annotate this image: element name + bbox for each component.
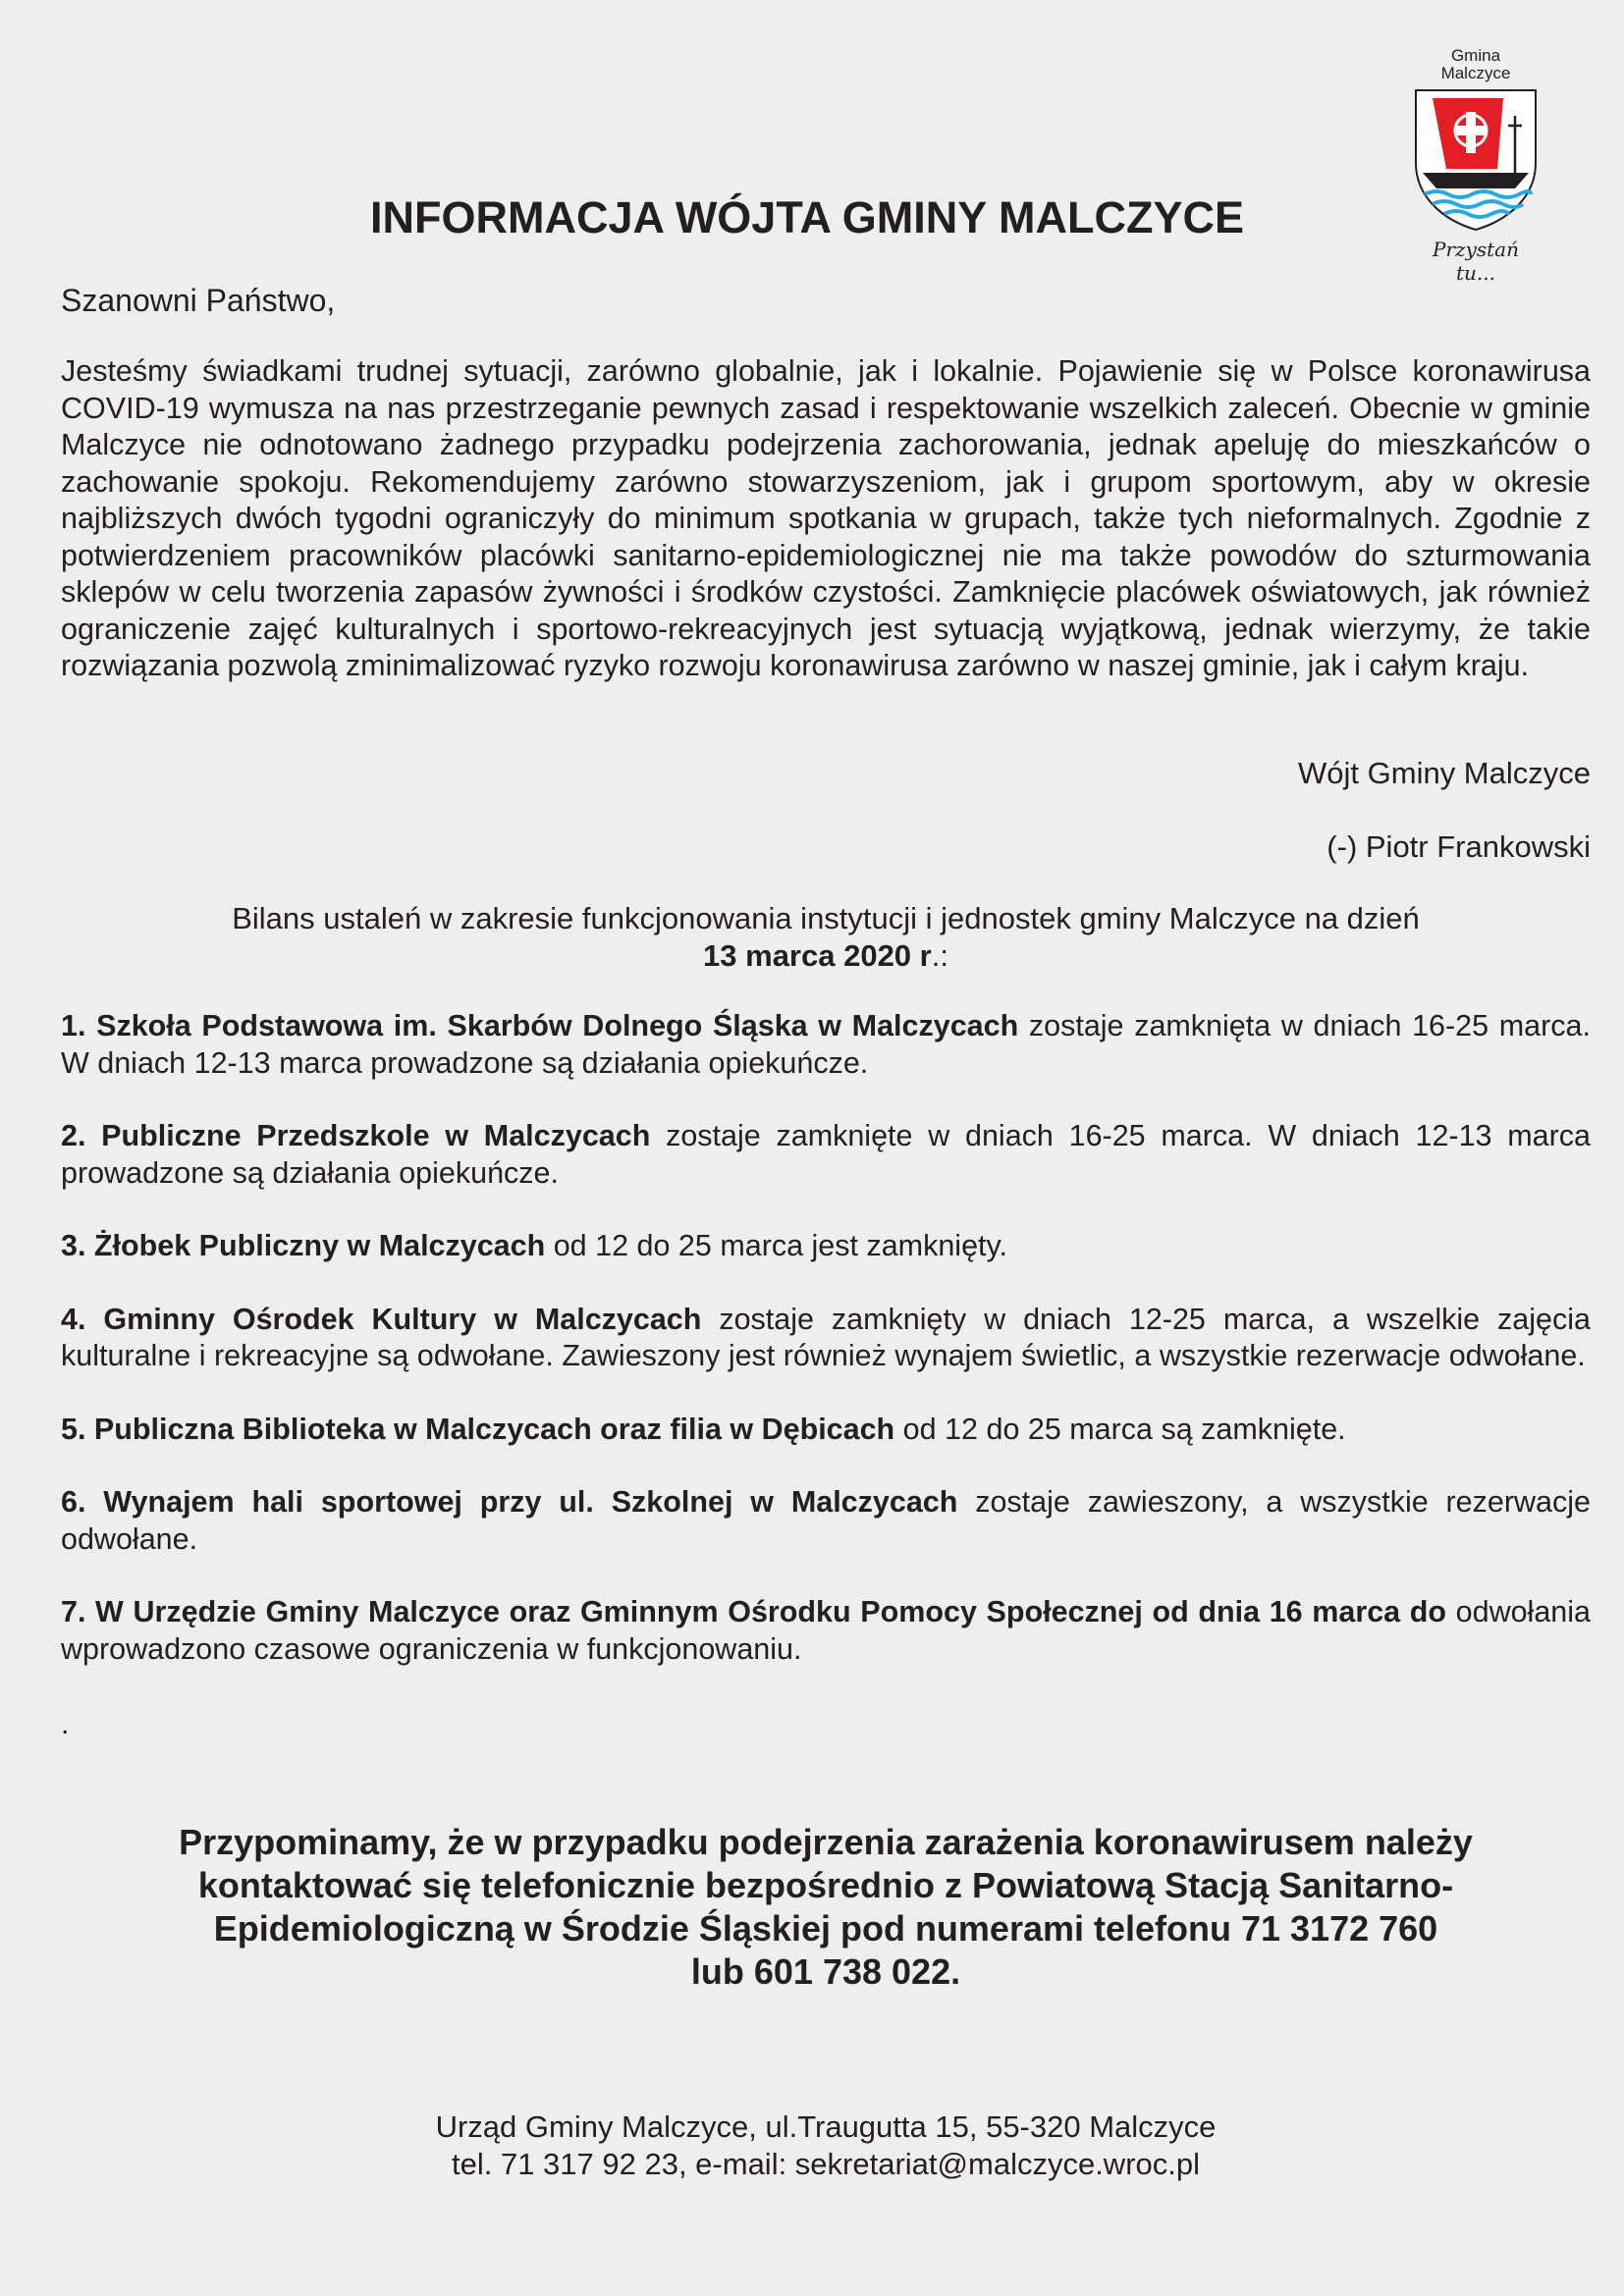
list-item xyxy=(61,1008,1591,1082)
greeting: Szanowni Państwo, xyxy=(61,283,336,318)
stray-dot: . xyxy=(61,1708,70,1740)
balance-date-suffix: .: xyxy=(931,938,948,973)
item-text: zostaje zamknięte w dniach 16-25 marca. W dniach 12-13 marca prowadzone są działania opiekuńcze. xyxy=(61,1119,1591,1190)
balance-heading xyxy=(61,900,1591,975)
signature-name: (-) Piotr Frankowski xyxy=(1326,829,1591,864)
reminder-notice xyxy=(61,1821,1591,1994)
list-item xyxy=(61,1118,1591,1192)
logo-motto: Przystań tu... xyxy=(1433,238,1519,285)
reminder-line-1: Przypominamy, że w przypadku podejrzenia zarażenia koronawirusem należy xyxy=(179,1822,1473,1862)
logo-line-2: Malczyce xyxy=(1440,64,1511,82)
item-title: 3. Żłobek Publiczny w Malczycach xyxy=(61,1229,546,1262)
list-item xyxy=(61,1594,1591,1668)
body-paragraph: Jesteśmy świadkami trudnej sytuacji, zarówno globalnie, jak i lokalnie. Pojawienie się w Polsce koronawirusa COVID-19 wymusza na nas przestrzeganie pewnych zasad i respektowanie wszelkich zaleceń. Obecnie w gminie Malczyce nie odnotowano żadnego przypadku podejrzenia zachorowania, jednak apeluję do mieszkańców o zachowanie spokoju. Rekomendujemy zarówno stowarzyszeniom, jak i grupom sportowym, aby w okresie najbliższych dwóch tygodni ograniczyły do minimum spotkania w grupach, także tych nieformalnych. Zgodnie z potwierdzeniem pracowników placówki sanitarno-epidemiologicznej nie ma także powodów do szturmowania sklepów w celu tworzenia zapasów żywności i środków czystości. Zamknięcie placówek oświatowych, jak również ograniczenie zajęć kulturalnych i sportowo-rekreacyjnych jest sytuacją wyjątkową, jednak wierzymy, że takie rozwiązania pozwolą zminimalizować ryzyko rozwoju koronawirusa zarówno w naszej gminie, jak i całym kraju. xyxy=(61,354,1591,682)
item-text: zostaje zamknięty w dniach 12-25 marca, a wszelkie zajęcia kulturalne i rekreacyjne są odwołane. Zawieszony jest również wynajem świetlic, a wszystkie rezerwacje odwołane. xyxy=(61,1302,1591,1372)
footer-contact xyxy=(61,2109,1591,2183)
reminder-line-2: kontaktować się telefonicznie bezpośrednio z Powiatową Stacją Sanitarno- xyxy=(197,1865,1454,1905)
list-item xyxy=(61,1412,1591,1449)
reminder-line-4: lub 601 738 022. xyxy=(690,1951,961,1992)
list-item xyxy=(61,1302,1591,1375)
balance-intro: Bilans ustaleń w zakresie funkcjonowania instytucji i jednostek gminy Malczyce na dzień xyxy=(232,901,1420,935)
list-item xyxy=(61,1484,1591,1558)
balance-date-line xyxy=(61,937,1591,975)
item-title: 2. Publiczne Przedszkole w Malczycach xyxy=(61,1119,651,1152)
logo-line-1: Gmina xyxy=(1450,46,1501,65)
item-title: 5. Publiczna Biblioteka w Malczycach oraz filia w Dębicach xyxy=(61,1412,895,1446)
item-title: 6. Wynajem hali sportowej przy ul. Szkolnej w Malczycach xyxy=(61,1485,958,1519)
page-title: INFORMACJA WÓJTA GMINY MALCZYCE xyxy=(370,192,1244,242)
item-title: 7. W Urzędzie Gminy Malczyce oraz Gminnym Ośrodku Pomocy Społecznej od dnia 16 marca do xyxy=(61,1595,1447,1629)
signature-role: Wójt Gminy Malczyce xyxy=(1298,756,1591,790)
item-text: od 12 do 25 marca są zamknięte. xyxy=(894,1412,1346,1446)
footer-address: Urząd Gminy Malczyce, ul.Traugutta 15, 55-320 Malczyce xyxy=(435,2109,1217,2144)
item-text: zostaje zawieszony, a wszystkie rezerwacje odwołane. xyxy=(61,1485,1591,1556)
item-title: 1. Szkoła Podstawowa im. Skarbów Dolnego Śląska w Malczycach xyxy=(61,1009,1019,1042)
list-item xyxy=(61,1228,1591,1265)
item-text: odwołania wprowadzono czasowe ograniczenia w funkcjonowaniu. xyxy=(61,1595,1591,1666)
footer-phone-email: tel. 71 317 92 23, e-mail: sekretariat@malczyce.wroc.pl xyxy=(451,2147,1200,2181)
item-title: 4. Gminny Ośrodek Kultury w Malczycach xyxy=(61,1302,702,1336)
institution-list xyxy=(61,1008,1591,1704)
item-text: od 12 do 25 marca jest zamknięty. xyxy=(545,1229,1007,1262)
item-text: zostaje zamknięta w dniach 16-25 marca. W dniach 12-13 marca prowadzone są działania opiekuńcze. xyxy=(61,1009,1591,1080)
balance-date: 13 marca 2020 r xyxy=(703,938,932,973)
reminder-line-3: Epidemiologiczną w Środzie Śląskiej pod numerami telefonu 71 3172 760 xyxy=(213,1908,1438,1949)
